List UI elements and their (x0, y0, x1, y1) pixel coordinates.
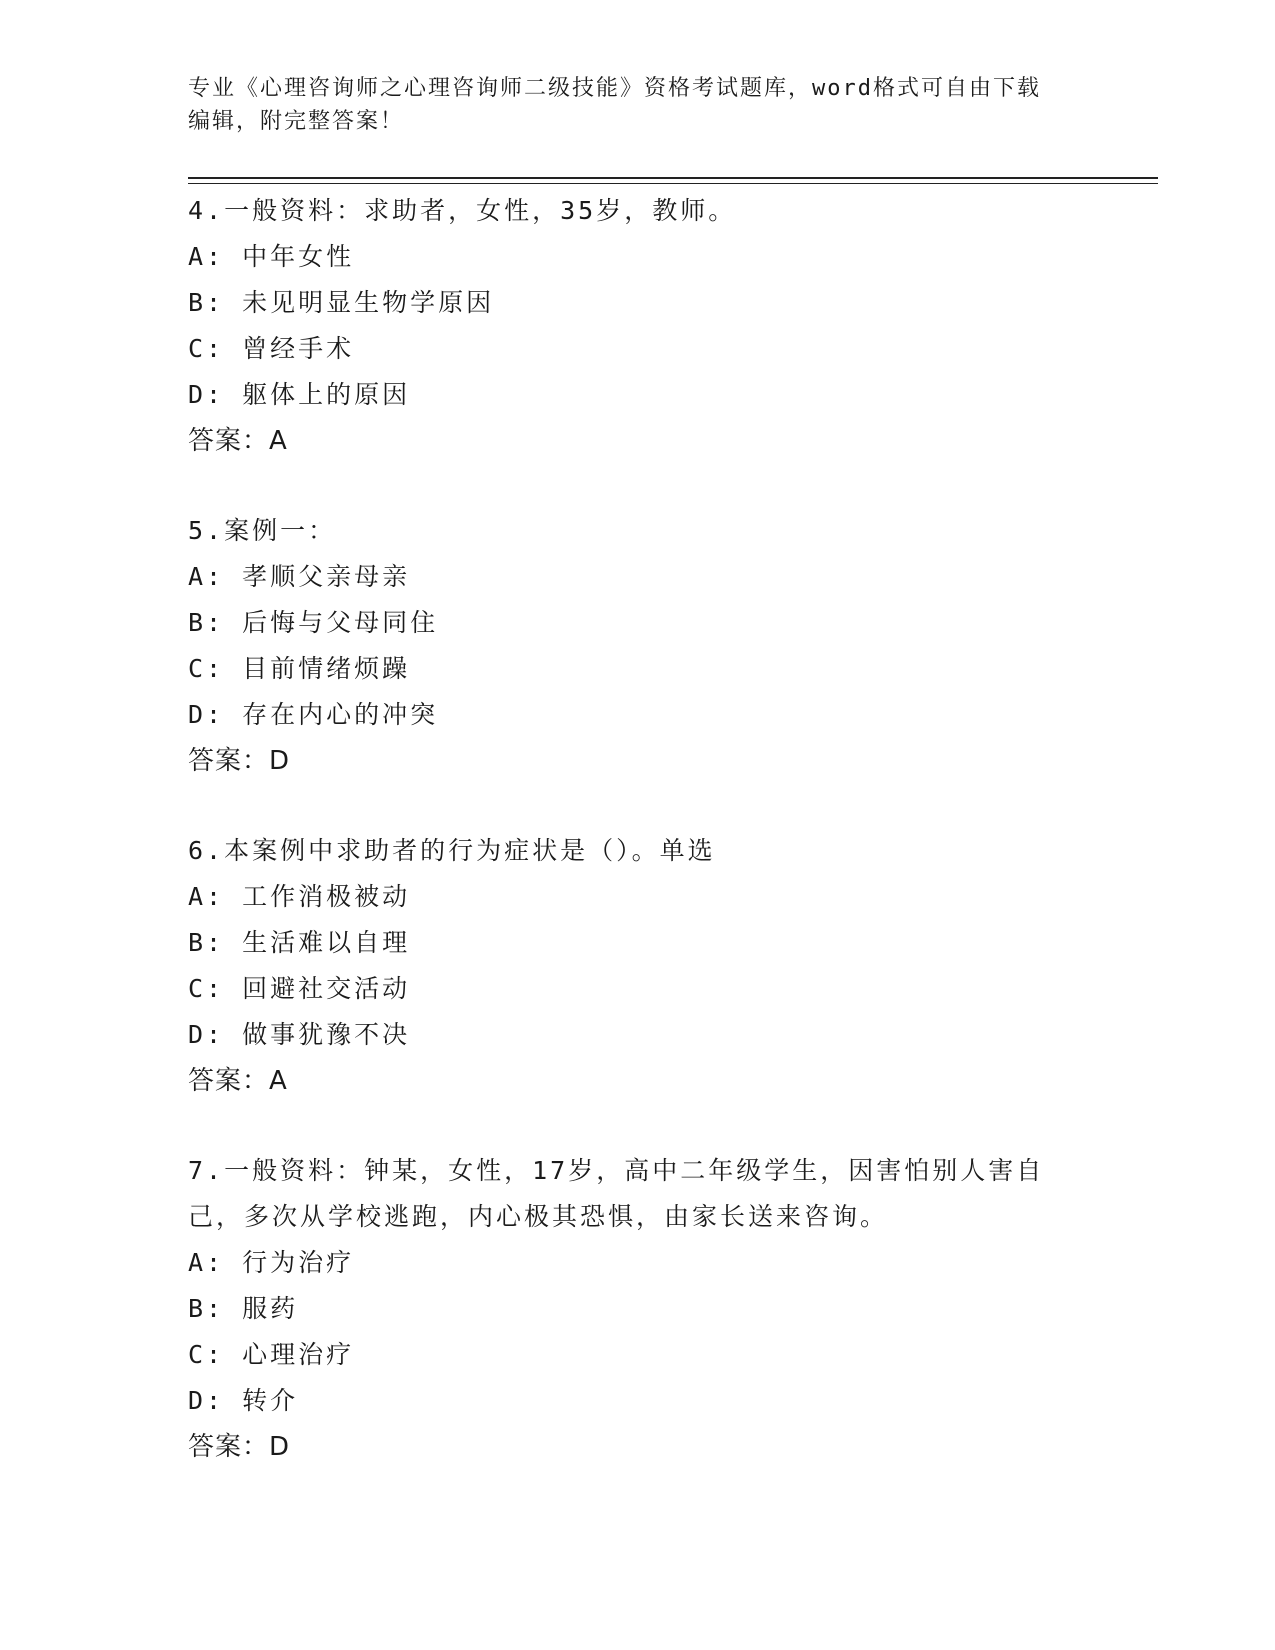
answer: 答案：D (188, 1432, 291, 1462)
option-d: D: 做事犹豫不决 (188, 1020, 411, 1049)
question-stem: 6.本案例中求助者的行为症状是（）。单选 (188, 836, 716, 865)
question-4 (188, 188, 1088, 464)
question-stem: 4.一般资料：求助者，女性，35岁，教师。 (188, 196, 737, 225)
option-a: A: 行为治疗 (188, 1248, 355, 1277)
option-c: C: 回避社交活动 (188, 974, 411, 1003)
option-b: B: 生活难以自理 (188, 928, 411, 957)
option-c: C: 心理治疗 (188, 1340, 355, 1369)
question-stem-line-1: 7.一般资料：钟某，女性，17岁，高中二年级学生，因害怕别人害自 (188, 1156, 1045, 1185)
option-a: A: 工作消极被动 (188, 882, 411, 911)
option-b: B: 服药 (188, 1294, 299, 1323)
header-line-1: 专业《心理咨询师之心理咨询师二级技能》资格考试题库，word格式可自由下载 (188, 76, 1041, 101)
option-a: A: 中年女性 (188, 242, 355, 271)
option-d: D: 存在内心的冲突 (188, 700, 439, 729)
answer: 答案：A (188, 1066, 288, 1096)
option-c: C: 目前情绪烦躁 (188, 654, 411, 683)
header-divider-thick (188, 177, 1158, 179)
answer: 答案：A (188, 426, 288, 456)
option-c: C: 曾经手术 (188, 334, 355, 363)
document-header (188, 72, 1088, 138)
option-b: B: 未见明显生物学原因 (188, 288, 495, 317)
option-b: B: 后悔与父母同住 (188, 608, 439, 637)
header-line-2: 编辑，附完整答案！ (188, 109, 405, 134)
question-stem: 5.案例一： (188, 516, 337, 545)
option-d: D: 躯体上的原因 (188, 380, 411, 409)
question-6 (188, 828, 1088, 1104)
question-stem-line-2: 己，多次从学校逃跑，内心极其恐惧，由家长送来咨询。 (188, 1202, 889, 1231)
question-7 (188, 1148, 1088, 1470)
option-a: A: 孝顺父亲母亲 (188, 562, 411, 591)
answer: 答案：D (188, 746, 291, 776)
header-divider-thin (188, 183, 1158, 184)
option-d: D: 转介 (188, 1386, 299, 1415)
question-5 (188, 508, 1088, 784)
